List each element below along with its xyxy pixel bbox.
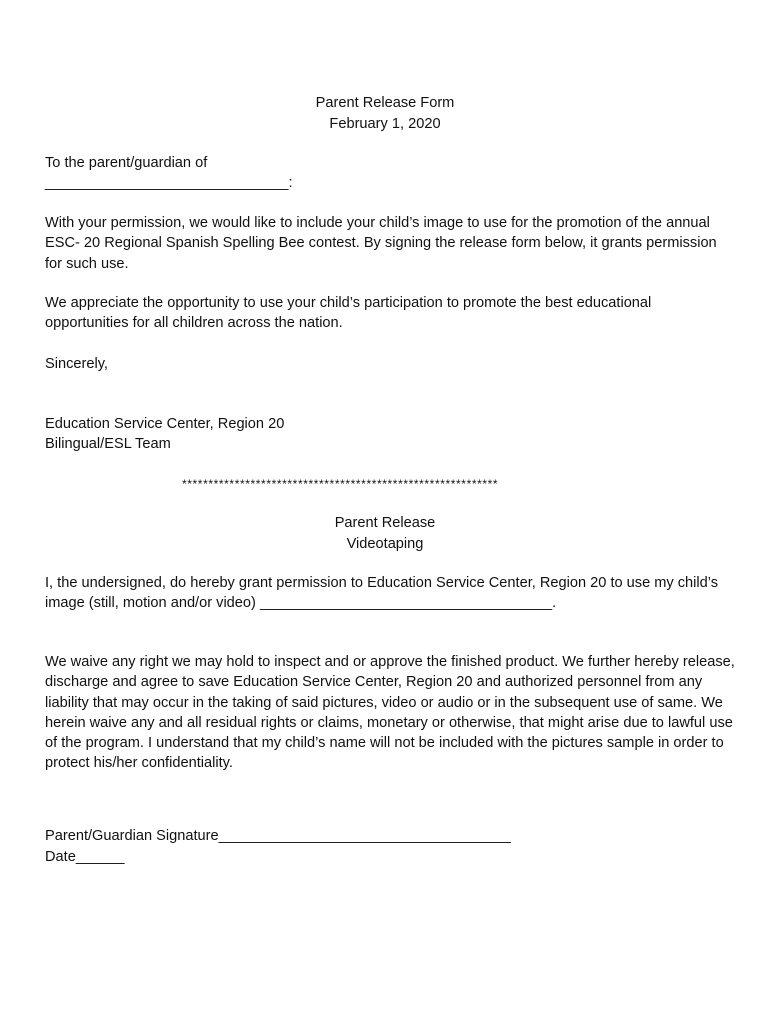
section-separator: ************************************************************ (182, 477, 499, 491)
date-line: Date______ (45, 849, 125, 865)
organization-name: Education Service Center, Region 20 (45, 416, 285, 432)
form-title: Parent Release Form (315, 95, 455, 111)
release-title: Parent Release (334, 515, 436, 531)
waiver-paragraph: We waive any right we may hold to inspect and or approve the finished product. We further hereby release, discharge and agree to save Education Service Center, Region 20 and authorized personnel from any liability that may occur in the taking of said pictures, video or audio or in the subsequent use of same. We herein waive any and all residual rights or claims, monetary or otherwise, that might arise due to lawful use of the program. I understand that my child’s name will not be included with the pictures sample in order to protect his/her confidentiality. (45, 654, 735, 772)
organization-team: Bilingual/ESL Team (45, 436, 171, 452)
closing: Sincerely, (45, 356, 108, 372)
grant-paragraph: I, the undersigned, do hereby grant permission to Education Service Center, Region 20 to use my child’s image (still, motion and/or video) ____________________________________. (45, 575, 719, 612)
release-subtitle: Videotaping (346, 536, 424, 552)
child-name-blank: ______________________________: (45, 175, 293, 191)
form-date: February 1, 2020 (329, 116, 441, 132)
signature-line: Parent/Guardian Signature____________________________________ (45, 828, 511, 844)
appreciation-paragraph: We appreciate the opportunity to use your child’s participation to promote the best educational opportunities for all children across the nation. (45, 295, 652, 332)
permission-paragraph: With your permission, we would like to include your child’s image to use for the promotion of the annual ESC- 20 Regional Spanish Spelling Bee contest. By signing the release form below, it grants permission for such use. (45, 215, 717, 272)
salutation: To the parent/guardian of (45, 155, 208, 171)
